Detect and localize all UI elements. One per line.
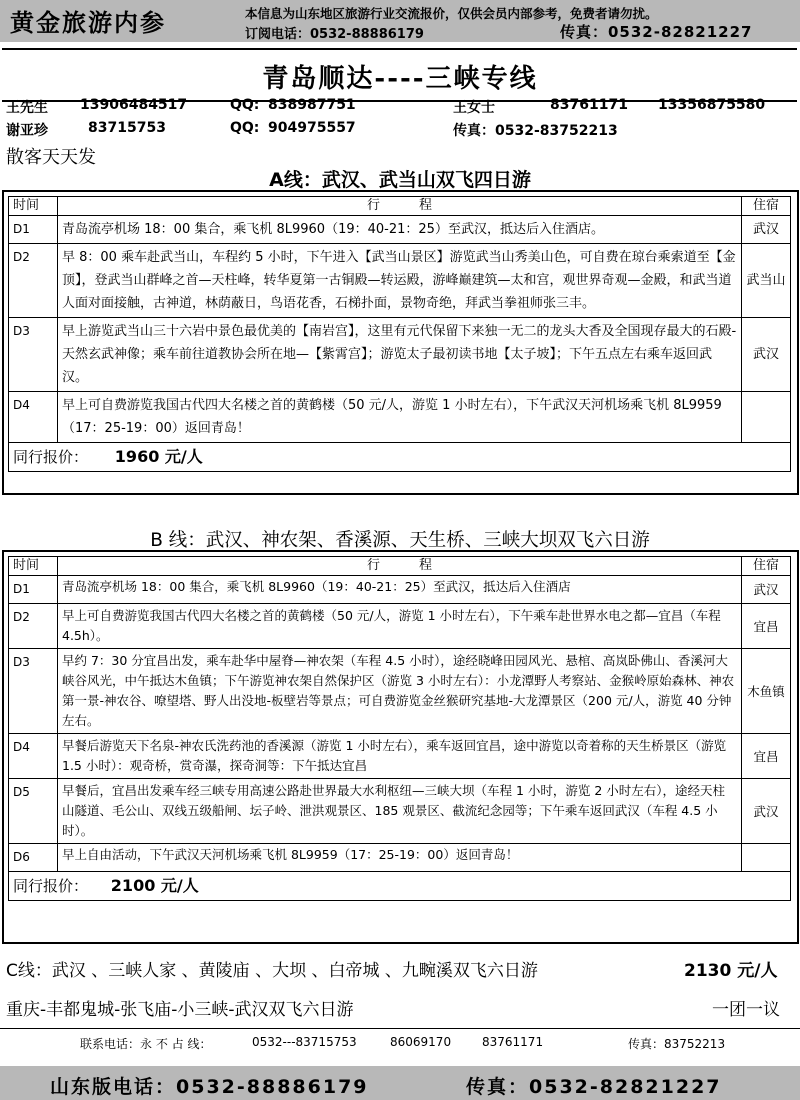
day-label: D3 [9, 318, 58, 392]
header-itinerary: 行 程 [58, 197, 742, 216]
contact-phone-3: 13356875580 [658, 97, 766, 113]
day-stay: 宜昌 [742, 604, 791, 649]
footer-fax: 传真：83752213 [628, 1037, 726, 1051]
header-stay: 住宿 [742, 197, 791, 216]
day-stay: 武汉 [742, 779, 791, 844]
header-time: 时间 [9, 557, 58, 576]
contact-phone-2: 83761171 [550, 97, 628, 113]
price-cell [9, 443, 791, 472]
day-label: D2 [9, 604, 58, 649]
day-itinerary: 早上可自费游览我国古代四大名楼之首的黄鹤楼（50 元/人，游览 1 小时左右），下午武汉天河机场乘飞机 8L9959（17：25-19：00）返回青岛！ [58, 392, 742, 443]
route-a-table [8, 196, 791, 472]
route-a-title: A线：武汉、武当山双飞四日游 [269, 169, 531, 191]
contact-name-2: 王女士 [453, 100, 495, 116]
footer-phone-3: 83761171 [482, 1035, 544, 1049]
day-itinerary: 早 8：00 乘车赴武当山，车程约 5 小时，下午进入【武当山景区】游览武当山秀美山色，可自费在琼台乘索道至【金顶】，登武当山群峰之首—天柱峰，转华夏第一古铜殿—转运殿，游峰巅建筑—太和宫，观世界奇观—金殿，和武当道人面对面接触，古神道，林荫蔽日，鸟语花香，石梯扑面，景物奇绝，拜武当拳祖师张三丰。 [58, 244, 742, 318]
day-itinerary: 青岛流亭机场 18：00 集合，乘飞机 8L9960（19：40-21：25）至武汉，抵达后入住酒店。 [58, 216, 742, 244]
day-stay: 武当山 [742, 244, 791, 318]
contact-qq-label-2: QQ: [230, 120, 260, 136]
table-row [9, 779, 791, 844]
contact-name-1: 王先生 [6, 100, 48, 116]
day-stay: 武汉 [742, 216, 791, 244]
day-itinerary: 青岛流亭机场 18：00 集合，乘飞机 8L9960（19：40-21：25）至武汉，抵达后入住酒店 [58, 576, 742, 604]
price-label: 同行报价： [13, 877, 89, 895]
price-label: 同行报价： [13, 448, 89, 466]
daily-departure: 散客天天发 [6, 147, 96, 168]
day-label: D1 [9, 576, 58, 604]
day-stay: 武汉 [742, 318, 791, 392]
route-b-title: B 线：武汉、神农架、香溪源、天生桥、三峡大坝双飞六日游 [150, 530, 650, 551]
header-itinerary: 行 程 [58, 557, 742, 576]
day-itinerary: 早约 7：30 分宜昌出发，乘车赴华中屋脊—神农架（车程 4.5 小时），途经晓峰田园风光、悬棺、高岚卧佛山、香溪河大峡谷风光，中午抵达木鱼镇；下午游览神农架自然保护区（游览 3 小时左右）：小龙潭野人考察站、金猴岭原始森林、神农第一景-神农谷、嘹望塔、野人出没地-板壁岩等景点；可自费游览金丝猴研究基地-大龙潭景区（200 元/人，游览 40 分钟左右。 [58, 649, 742, 734]
day-label: D4 [9, 734, 58, 779]
bottom-fax: 传真：0532-82821227 [466, 1076, 722, 1098]
day-label: D3 [9, 649, 58, 734]
brand-title: 黄金旅游内参 [10, 9, 166, 37]
day-label: D2 [9, 244, 58, 318]
route-b-table [8, 556, 791, 901]
day-itinerary: 早餐后，宜昌出发乘车经三峡专用高速公路赴世界最大水利枢纽—三峡大坝（车程 1 小时，游览 2 小时左右），途经天柱山隧道、毛公山、双线五级船闸、坛子岭、泄洪观景区、185 观景区、截流纪念园等；下午乘车返回武汉（车程 4.5 小时）。 [58, 779, 742, 844]
table-row [9, 844, 791, 872]
contact-qq-2: 904975557 [268, 120, 356, 136]
day-label: D1 [9, 216, 58, 244]
contact-phone-4: 83715753 [88, 120, 166, 136]
footer-divider [0, 1028, 800, 1029]
day-stay: 武汉 [742, 576, 791, 604]
header-fax: 传真：0532-82821227 [560, 23, 753, 41]
day-itinerary: 早上可自费游览我国古代四大名楼之首的黄鹤楼（50 元/人，游览 1 小时左右），下午乘车赴世界水电之都—宜昌（车程 4.5h）。 [58, 604, 742, 649]
subscribe-phone: 订阅电话：0532-88886179 [245, 27, 424, 42]
price-row [9, 443, 791, 472]
route-c-price: 2130 元/人 [684, 961, 778, 981]
route-d-title: 重庆-丰都鬼城-张飞庙-小三峡-武汉双飞六日游 [6, 1000, 354, 1020]
day-label: D6 [9, 844, 58, 872]
table-row [9, 649, 791, 734]
header-notice: 本信息为山东地区旅游行业交流报价，仅供会员内部参考，免费者请勿扰。 [245, 6, 658, 21]
day-label: D4 [9, 392, 58, 443]
day-itinerary: 早上自由活动，下午武汉天河机场乘飞机 8L9959（17：25-19：00）返回青岛！ [58, 844, 742, 872]
day-stay: 宜昌 [742, 734, 791, 779]
day-itinerary: 早餐后游览天下名泉-神农氏洗药池的香溪源（游览 1 小时左右），乘车返回宜昌，途中游览以奇着称的天生桥景区（游览 1.5 小时）：观奇桥，赏奇瀑，探奇洞等：下午抵达宜昌 [58, 734, 742, 779]
contact-phone-1: 13906484517 [80, 97, 188, 113]
contact-fax: 传真：0532-83752213 [453, 123, 618, 139]
route-b-price: 2100 元/人 [110, 876, 199, 895]
table-row [9, 734, 791, 779]
page-title: 青岛顺达----三峡专线 [262, 64, 538, 94]
day-stay: 木鱼镇 [742, 649, 791, 734]
header-time: 时间 [9, 197, 58, 216]
contact-name-3: 谢亚珍 [6, 123, 48, 139]
table-row [9, 604, 791, 649]
route-a-price: 1960 元/人 [114, 447, 203, 466]
table-row [9, 318, 791, 392]
day-stay [742, 844, 791, 872]
table-row [9, 576, 791, 604]
table-row [9, 244, 791, 318]
price-row [9, 872, 791, 901]
route-d-price: 一团一议 [712, 1000, 780, 1020]
contact-qq-1: 838987751 [268, 97, 356, 113]
footer-contact-label: 联系电话：永 不 占 线： [80, 1037, 212, 1051]
route-c-title: C线：武汉 、三峡人家 、黄陵庙 、大坝 、白帝城 、九畹溪双飞六日游 [6, 961, 538, 981]
footer-phone-1: 0532---83715753 [252, 1035, 357, 1049]
footer-phone-2: 86069170 [390, 1035, 452, 1049]
bottom-phone: 山东版电话：0532-88886179 [50, 1076, 369, 1098]
contact-qq-label-1: QQ: [230, 97, 260, 113]
table-row [9, 392, 791, 443]
day-stay [742, 392, 791, 443]
day-itinerary: 早上游览武当山三十六岩中景色最优美的【南岩宫】，这里有元代保留下来独一无二的龙头大香及全国现存最大的石殿-天然玄武神像；乘车前往道教协会所在地—【紫霄宫】；游览太子最初读书地【太子坡】；下午五点左右乘车返回武汉。 [58, 318, 742, 392]
header-stay: 住宿 [742, 557, 791, 576]
price-cell [9, 872, 791, 901]
day-label: D5 [9, 779, 58, 844]
table-row [9, 216, 791, 244]
